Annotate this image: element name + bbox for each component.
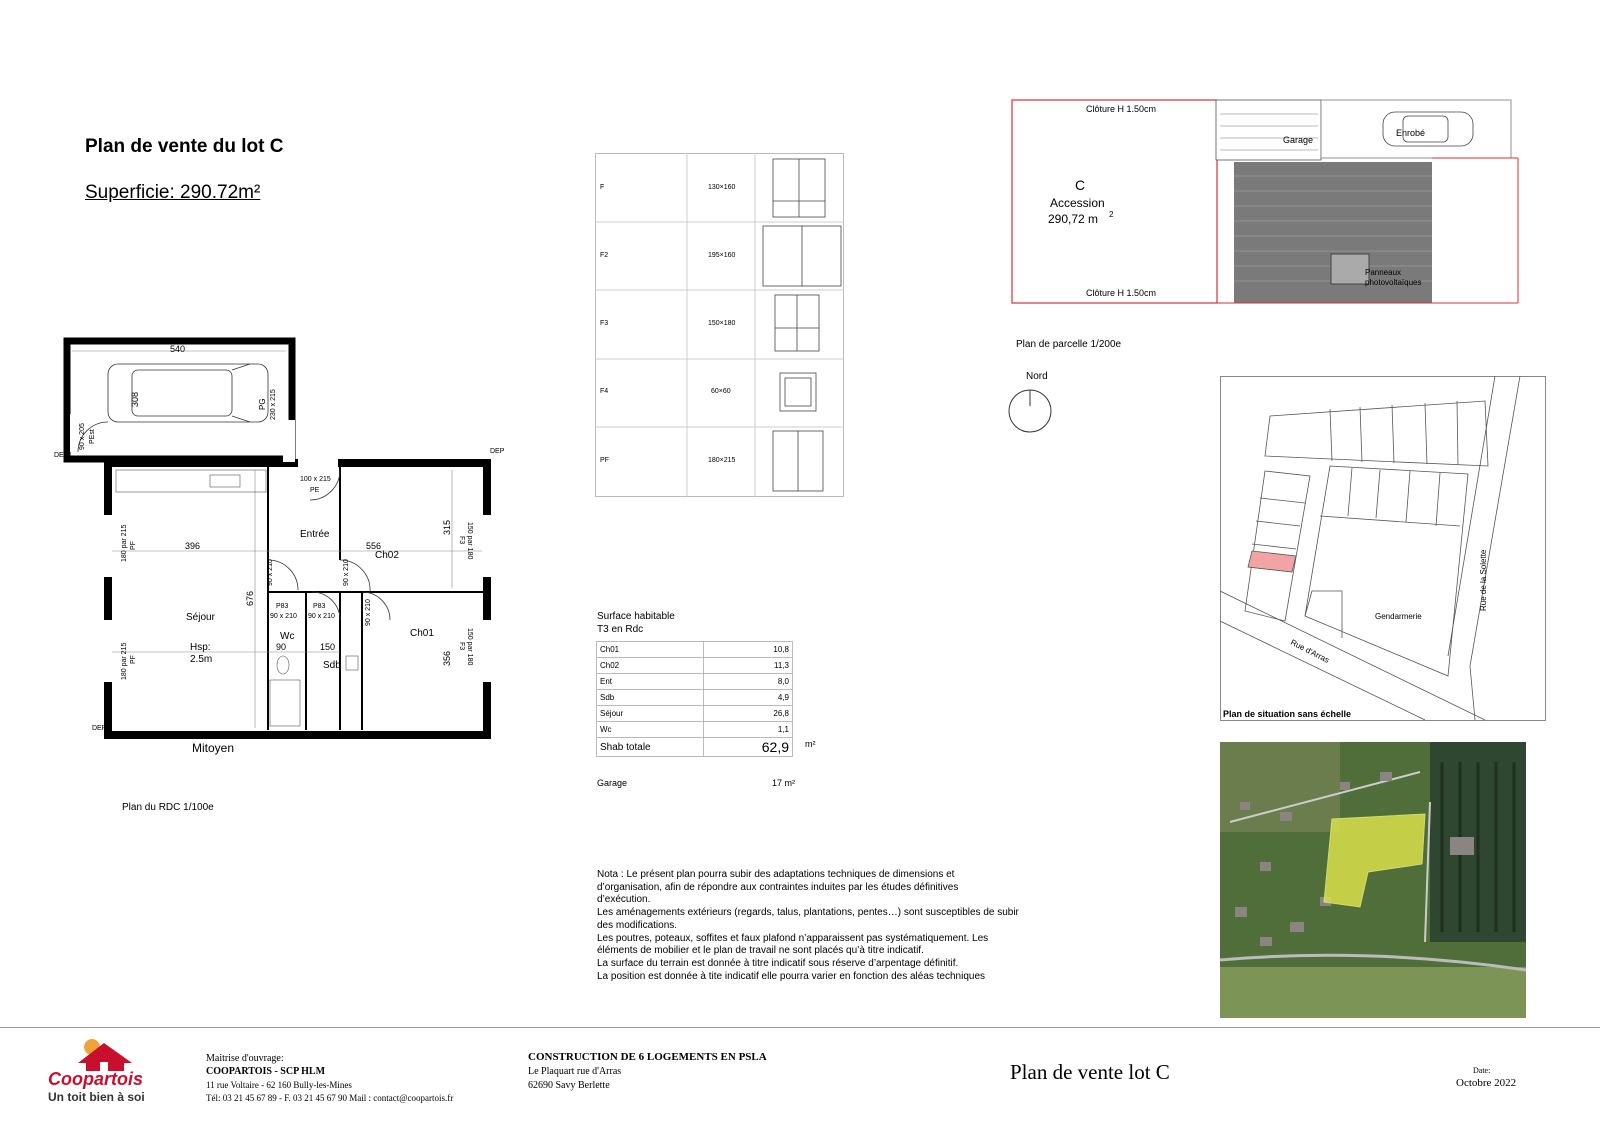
surface-subtitle: T3 en Rdc xyxy=(597,624,644,635)
parcel-cloture-top: Clôture H 1.50cm xyxy=(1086,104,1157,114)
date-label: Date: xyxy=(1473,1066,1491,1075)
parcel-panneaux: Panneaux xyxy=(1365,268,1402,277)
dim-315: 315 xyxy=(442,519,452,535)
garage-value: 17 m² xyxy=(772,778,796,788)
table-row xyxy=(597,674,793,690)
aerial-photo xyxy=(1220,742,1526,1018)
note-line: d’organisation, afin de répondre aux contraintes induites par les études définitives xyxy=(597,881,959,893)
dim-556: 556 xyxy=(366,541,382,551)
surface-area: 11,3 xyxy=(704,658,793,674)
table-row xyxy=(597,690,793,706)
situation-caption: Plan de situation sans échelle xyxy=(1223,709,1352,719)
room-entree: Entrée xyxy=(300,529,330,540)
surface-area: 4,9 xyxy=(704,690,793,706)
dep-label-bottom: DEP xyxy=(92,725,107,732)
parcel-caption: Plan de parcelle 1/200e xyxy=(1016,339,1122,350)
plan-title: Plan de vente lot C xyxy=(1010,1060,1170,1084)
dim-540: 540 xyxy=(170,344,186,354)
room-sdb: Sdb xyxy=(323,660,341,671)
room-hsp: Hsp: xyxy=(190,642,211,653)
parcel-accession: Accession xyxy=(1050,196,1105,210)
dim-p83-sdb: P83 xyxy=(313,603,326,610)
dim-size-wc: 90 x 210 xyxy=(270,613,297,620)
dim-150: 150 xyxy=(320,642,336,652)
surface-room: Wc xyxy=(597,722,704,738)
dim-p83-wc: P83 xyxy=(276,603,289,610)
table-row xyxy=(597,642,793,658)
parcel-garage: Garage xyxy=(1283,135,1314,145)
situation-gendarmerie: Gendarmerie xyxy=(1375,612,1422,621)
floor-plan xyxy=(50,330,520,850)
window-size-f3: 150×180 xyxy=(708,320,736,327)
note-line: La surface du terrain est donnée à titre indicatif sous réserve d’arpentage définitif. xyxy=(597,957,959,969)
parcel-enrobe: Enrobé xyxy=(1396,128,1426,138)
note-line: des modifications. xyxy=(597,919,678,931)
dim-pe-side-size: 90 x 205 xyxy=(79,423,86,450)
surface-room: Séjour xyxy=(597,706,704,722)
room-ch02: Ch02 xyxy=(375,550,399,561)
dim-pg-size: 230 x 215 xyxy=(270,389,277,420)
window-code-f2: F2 xyxy=(600,252,609,259)
parcel-area: 290,72 m xyxy=(1048,212,1099,226)
dim-pe: PE xyxy=(310,487,320,494)
dim-f3-top-code: F3 xyxy=(458,536,465,545)
note-line: éléments de mobilier et le plan de travail ne sont placés qu’à titre indicatif. xyxy=(597,945,924,957)
dim-90: 90 xyxy=(276,642,287,652)
windows-table xyxy=(595,153,845,498)
note-line: Nota : Le présent plan pourra subir des adaptations techniques de dimensions et xyxy=(597,869,955,880)
de-label: DE xyxy=(54,452,64,459)
dim-pe-side: PEst xyxy=(89,429,96,444)
parcel-area-sup: 2 xyxy=(1109,210,1114,219)
room-wc: Wc xyxy=(280,631,295,642)
dim-pf-top: 180 par 215 xyxy=(121,524,128,562)
footer-divider xyxy=(0,1027,1600,1028)
table-row xyxy=(597,706,793,722)
window-size-f: 130×160 xyxy=(708,184,736,191)
dim-size-sejour: 90 x 210 xyxy=(267,559,274,586)
dim-f3-bot: 150 par 180 xyxy=(466,628,473,666)
dim-f3-bot-code: F3 xyxy=(458,642,465,651)
surface-room: Ch02 xyxy=(597,658,704,674)
surface-total-label: Shab totale xyxy=(597,738,704,757)
project-address-2: 62690 Savy Berlette xyxy=(528,1080,610,1091)
dim-356: 356 xyxy=(442,650,452,666)
surface-room: Ch01 xyxy=(597,642,704,658)
note-line: La position est donnée à tite indicatif elle pourra varier en fonction des aléas techniques xyxy=(597,970,986,982)
dim-pf-bot-code: PF xyxy=(130,655,137,664)
room-sejour: Séjour xyxy=(186,612,215,623)
disclaimer-note xyxy=(597,869,1057,983)
room-hsp-value: 2.5m xyxy=(190,654,213,665)
dim-f3-top: 150 par 180 xyxy=(466,522,473,560)
window-code-f3: F3 xyxy=(600,320,609,327)
note-line: Les poutres, poteaux, soffites et faux plafond n’apparaissent pas systématiquement. Les xyxy=(597,932,989,944)
table-row xyxy=(597,658,793,674)
maitrise-address: 11 rue Voltaire - 62 160 Bully-les-Mines xyxy=(206,1080,352,1090)
surface-area: 8,0 xyxy=(704,674,793,690)
surface-area: 1,1 xyxy=(704,722,793,738)
dim-396: 396 xyxy=(185,541,201,551)
dim-308: 308 xyxy=(130,391,140,407)
project-address-1: Le Plaquart rue d'Arras xyxy=(528,1066,622,1077)
window-size-pf: 180×215 xyxy=(708,457,736,464)
situation-rue-arras: Rue d'Arras xyxy=(1289,637,1331,665)
note-line: d’exécution. xyxy=(597,894,651,906)
dim-size-ch02: 90 x 210 xyxy=(343,559,350,586)
dim-size-ch01: 90 x 210 xyxy=(365,599,372,626)
logo-name: Coopartois xyxy=(48,1069,144,1089)
page-subtitle-area: Superficie: 290.72m² xyxy=(85,182,261,203)
surface-table xyxy=(596,641,793,757)
situation-plan xyxy=(1220,376,1546,721)
surface-total-value: 62,9 xyxy=(704,738,793,757)
parcel-cloture-bottom: Clôture H 1.50cm xyxy=(1086,288,1157,298)
surface-area: 26,8 xyxy=(704,706,793,722)
window-code-f: F xyxy=(600,184,605,191)
surface-title: Surface habitable xyxy=(597,611,675,622)
surface-area: 10,8 xyxy=(704,642,793,658)
parcel-plan xyxy=(1008,96,1528,311)
note-line: Les aménagements extérieurs (regards, talus, plantations, pentes…) sont susceptibles de subir xyxy=(597,907,1019,919)
north-arrow-icon xyxy=(1007,388,1053,434)
logo-tagline: Un toit bien à soi xyxy=(48,1090,145,1104)
table-row xyxy=(597,722,793,738)
parcel-photovoltaiques: photovoltaïques xyxy=(1365,278,1422,287)
dim-size-sdb: 90 x 210 xyxy=(308,613,335,620)
dim-pf-top-code: PF xyxy=(130,541,137,550)
room-ch01: Ch01 xyxy=(410,628,434,639)
surface-total-unit: m² xyxy=(805,739,816,749)
surface-room: Ent xyxy=(597,674,704,690)
window-code-pf: PF xyxy=(600,457,609,464)
garage-label: Garage xyxy=(597,778,628,788)
project-title: CONSTRUCTION DE 6 LOGEMENTS EN PSLA xyxy=(528,1051,767,1063)
north-label: Nord xyxy=(1026,371,1048,382)
window-code-f4: F4 xyxy=(600,388,609,395)
dim-676: 676 xyxy=(245,590,255,606)
table-row-total xyxy=(597,738,793,757)
dep-label-top: DEP xyxy=(490,448,505,455)
mitoyen-label: Mitoyen xyxy=(192,741,235,755)
dim-pf-bot: 180 par 215 xyxy=(121,642,128,680)
maitrise-label: Maitrise d'ouvrage: xyxy=(206,1053,284,1064)
dim-pg: PG xyxy=(258,398,267,410)
window-size-f4: 60×60 xyxy=(711,388,731,395)
page-title: Plan de vente du lot C xyxy=(85,136,284,157)
surface-room: Sdb xyxy=(597,690,704,706)
window-size-f2: 195×160 xyxy=(708,252,736,259)
maitrise-name: COOPARTOIS - SCP HLM xyxy=(206,1066,326,1077)
situation-rue-solette: Rue de la Solette xyxy=(1479,549,1488,611)
floorplan-caption: Plan du RDC 1/100e xyxy=(122,802,214,813)
parcel-lot: C xyxy=(1075,177,1086,193)
dim-pe-size: 100 x 215 xyxy=(300,476,331,483)
maitrise-contact: Tél: 03 21 45 67 89 - F. 03 21 45 67 90 Mail : contact@coopartois.fr xyxy=(206,1093,454,1103)
date-value: Octobre 2022 xyxy=(1456,1077,1517,1089)
